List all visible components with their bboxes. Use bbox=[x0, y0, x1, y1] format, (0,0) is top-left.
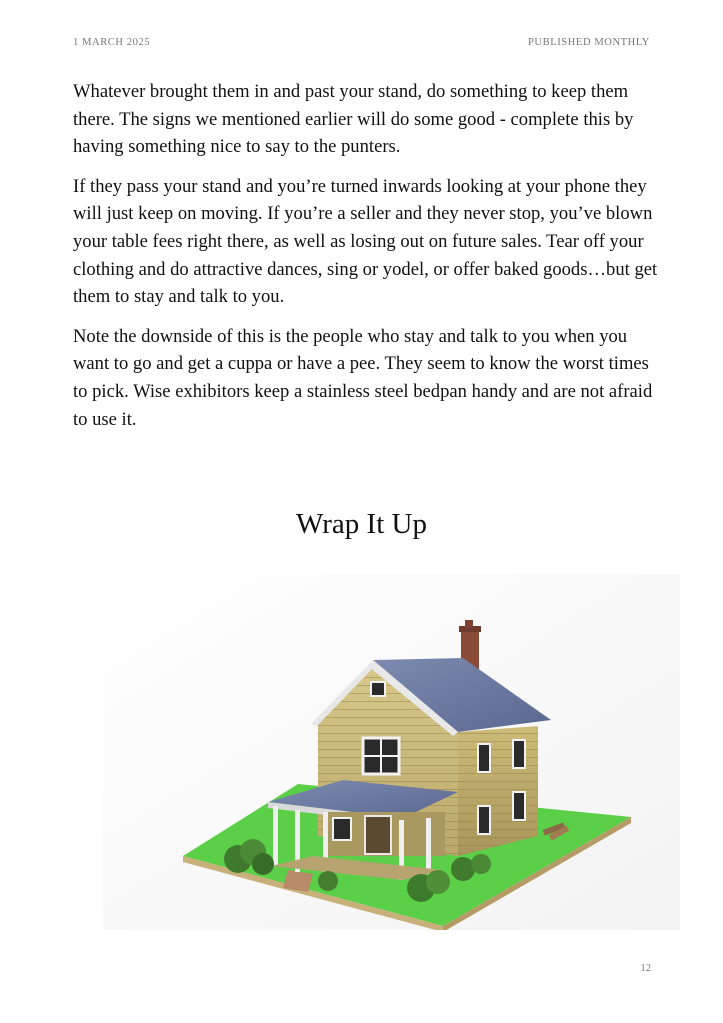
page-header bbox=[73, 37, 650, 48]
paragraph-1: Whatever brought them in and past your stand, do something to keep them there. The signs we mentioned earlier will do some good - complete this by having something nice to say to the punters. bbox=[73, 81, 634, 158]
page-number: 12 bbox=[640, 963, 651, 974]
paragraph-2: If they pass your stand and you’re turned inwards looking at your phone they will just keep on moving. If you’re a seller and they never stop, you’ve blown your table fees right there, as well as losing out on future sales. Tear off your clothing and do attractive dances, sing or yodel, or offer baked goods…but get them to stay and talk to you. bbox=[73, 175, 658, 308]
section-heading: Wrap It Up bbox=[296, 508, 427, 540]
model-house-image bbox=[103, 574, 680, 930]
issue-date: 1 MARCH 2025 bbox=[73, 37, 151, 48]
paragraph-3: Note the downside of this is the people who stay and talk to you when you want to go and get a cuppa or have a pee. They seem to know the worst times to pick. Wise exhibitors keep a stainless steel bedpan handy and are not afraid to use it. bbox=[73, 325, 653, 430]
article-body bbox=[73, 78, 658, 445]
model-house-illustration bbox=[103, 574, 680, 930]
publication-note: PUBLISHED MONTHLY bbox=[527, 37, 650, 48]
